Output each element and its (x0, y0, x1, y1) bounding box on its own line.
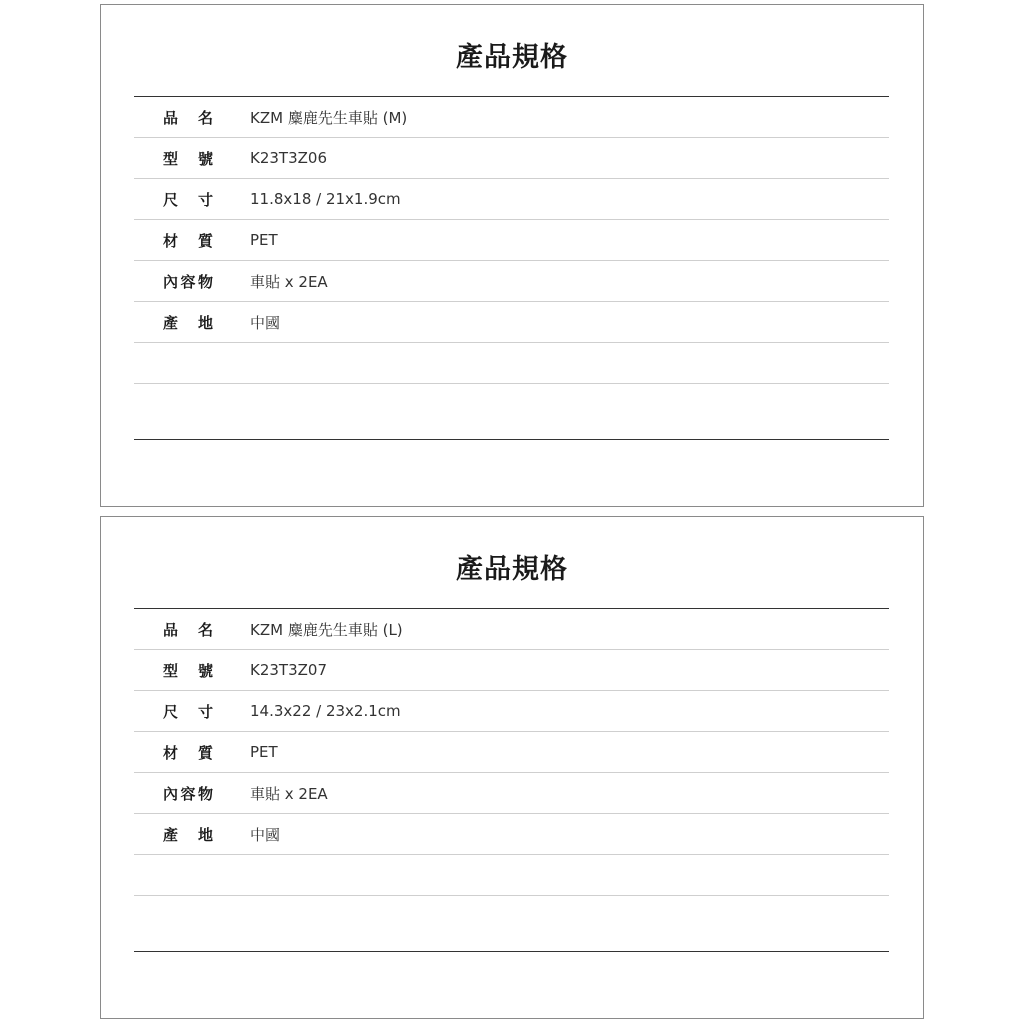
spec-card-m (100, 4, 924, 507)
spec-table (134, 96, 889, 440)
spec-row-empty (134, 896, 889, 952)
spec-row-model (134, 138, 889, 179)
spec-row-size (134, 179, 889, 220)
spec-row-size (134, 691, 889, 732)
spec-label: 材 質 (163, 231, 213, 250)
spec-row-empty (134, 343, 889, 384)
spec-label: 尺 寸 (163, 702, 213, 721)
spec-label: 材 質 (163, 743, 213, 762)
spec-title: 產品規格 (456, 554, 568, 585)
spec-value: KZM 麋鹿先生車貼 (M) (250, 108, 408, 127)
spec-row-contents (134, 261, 889, 302)
spec-title: 產品規格 (456, 42, 568, 73)
spec-label: 產 地 (163, 825, 213, 844)
spec-value: PET (250, 231, 278, 249)
spec-card-l (100, 516, 924, 1019)
spec-value: 11.8x18 / 21x1.9cm (250, 190, 401, 208)
spec-value: 14.3x22 / 23x2.1cm (250, 702, 401, 720)
spec-row-origin (134, 814, 889, 855)
spec-row-model (134, 650, 889, 691)
spec-row-material (134, 732, 889, 773)
spec-row-empty (134, 384, 889, 440)
spec-label: 內容物 (163, 784, 213, 803)
spec-row-name (134, 97, 889, 138)
spec-value: 中國 (250, 825, 281, 844)
spec-label: 尺 寸 (163, 190, 213, 209)
spec-value: PET (250, 743, 278, 761)
spec-value: K23T3Z06 (250, 149, 327, 167)
spec-row-material (134, 220, 889, 261)
spec-row-contents (134, 773, 889, 814)
spec-label: 產 地 (163, 313, 213, 332)
spec-label: 內容物 (163, 272, 213, 291)
spec-value: 車貼 x 2EA (250, 272, 328, 291)
spec-value: K23T3Z07 (250, 661, 327, 679)
spec-table (134, 608, 889, 952)
spec-value: 中國 (250, 313, 281, 332)
spec-value: 車貼 x 2EA (250, 784, 328, 803)
spec-value: KZM 麋鹿先生車貼 (L) (250, 620, 403, 639)
spec-row-empty (134, 855, 889, 896)
spec-row-origin (134, 302, 889, 343)
spec-label: 型 號 (163, 661, 213, 680)
spec-label: 品 名 (163, 108, 213, 127)
spec-label: 型 號 (163, 149, 213, 168)
spec-row-name (134, 609, 889, 650)
spec-label: 品 名 (163, 620, 213, 639)
